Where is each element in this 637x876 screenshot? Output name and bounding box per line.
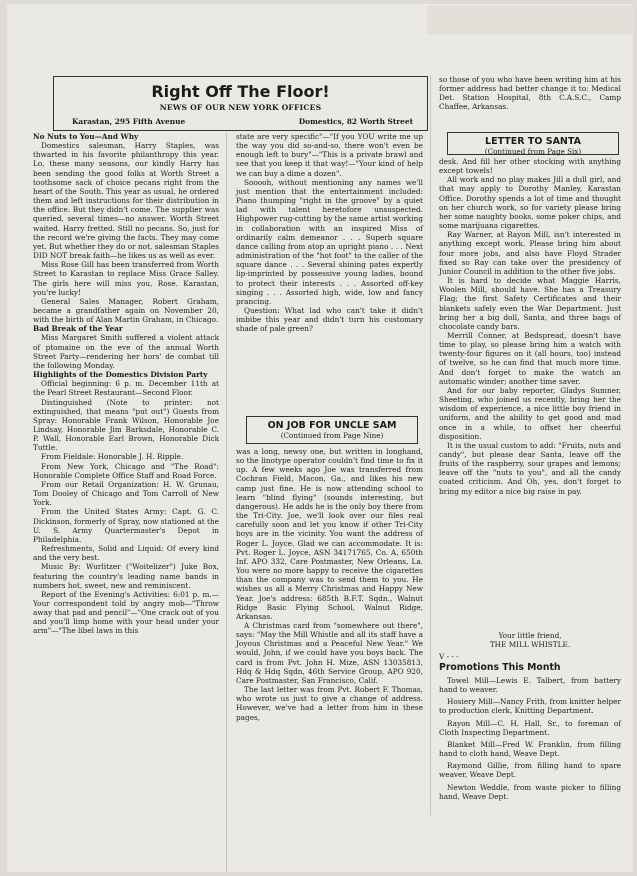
- paragraph: Refreshments, Solid and Liquid: Of every kind and the very best.: [33, 544, 219, 563]
- paragraph: Merrill Conner, at Bedspread, doesn't have time to play, so please bring him a watch with twenty-four figures on it (all hours, too) instead of twelve, so he can find that much more time. And don't forget to make the watch an automatic winder; another time saver.: [439, 330, 621, 386]
- paragraph: It is the usual custom to add: "Fruits, nuts and candy", but please dear Santa, leave off the fruits of the raspberry, sour grapes and lemons; leave off the "nuts to you", and all the candy coated criticism. And Oh, yes, don't forget to bring my editor a nice big raise in pay.: [439, 440, 621, 496]
- uncle-sam-headline: ON JOB FOR UNCLE SAM: [267, 420, 397, 431]
- paragraph: General Sales Manager, Robert Graham, became a grandfather again on November 20, with the birth of Alan Martin Graham, in Chicago.: [33, 296, 219, 325]
- continued-paragraph: state are very specific"—"If you YOU write me up the way you did so-and-so, there won't even be enough left to bury"—"This is a private brawl and see that you keep it that way!—"Your kind of help we can buy a dime a dozen".: [236, 132, 423, 178]
- paragraph: From Fieldale: Honorable J. H. Ripple.: [41, 452, 184, 462]
- promotions-list: [439, 676, 621, 804]
- paragraph: Question: What lad who can't take it didn't imbibe this year and didn't turn his customary shade of pale green?: [236, 305, 423, 334]
- promotions-headline: Promotions This Month: [439, 662, 561, 673]
- promotion-item: Raymond Gillie, from filling hand to spare weaver, Weave Dept.: [439, 761, 621, 780]
- paragraph: The last letter was from Pvt. Robert F. Thomas, who wrote us just to give a change of address. However, we've had a letter from him in these pages,: [236, 685, 423, 722]
- column-one: [33, 132, 219, 636]
- uncle-sam-headline-box: [246, 416, 418, 444]
- masthead-title: Right Off The Floor!: [151, 82, 330, 101]
- paragraph: All work and no play makes Jill a dull girl, and that may apply to Dorothy Manley, Karastan Office. Dorothy spends a lot of time and thought on her church work, so for variety please bring her some naughty books, some poker chips, and some marijuana cigarettes.: [439, 175, 621, 231]
- signoff-line-one: Your little friend,: [498, 631, 562, 640]
- paragraph: Distinguished (Note to printer: not extinguished, that means "put out") Guests from Spray: Honorable Frank Wilson, Honorable Joe Lindsay, Honorable Jim Barksdale, Honorable C. P. Wall, Honorable Earl Brown, Honorable Dick Tuttle.: [33, 397, 219, 453]
- masthead-subtitle: NEWS OF OUR NEW YORK OFFICES: [159, 103, 322, 112]
- column-two-bottom: [236, 447, 423, 722]
- separator-line: [439, 652, 621, 661]
- paragraph: From our Retail Organization: H. W. Grunau, Tom Dooley of Chicago and Tom Carroll of New York.: [33, 479, 219, 508]
- letter-to-santa-headline: LETTER TO SANTA: [485, 136, 581, 147]
- paragraph: Miss Margaret Smith suffered a violent attack of ptomaine on the eve of the annual Worth Street Party—rendering her hors' de combat till the following Monday.: [33, 333, 219, 370]
- masthead-right-location: Domestics, 82 Worth Street: [298, 117, 413, 126]
- paragraph: A Christmas card from "somewhere out there", says: "May the Mill Whistle and all its staff have a Joyous Christmas and a Peaceful New Year." We would, John, if we could have you boys back. The card is from Pvt. John H. Mize, ASN 13035813, Hdq & Hdq Sqdn, 46th Service Group, APO 920, Care Postmaster, San Francisco, Calif.: [236, 620, 423, 685]
- subheading: Bad Break of the Year: [33, 324, 123, 334]
- column-three-body: [439, 157, 621, 496]
- paragraph: Official beginning: 6 p. m. December 11th at the Pearl Street Restaurant—Second Floor.: [33, 379, 219, 398]
- column-two-top: [236, 132, 423, 333]
- column-three-top: [439, 75, 621, 112]
- column-gutter-left: [226, 132, 227, 872]
- paragraph: From the United States Army: Capt. G. C. Dickinson, formerly of Spray, now stationed at the U. S. Army Quartermaster's Depot in Philadelphia.: [33, 507, 219, 544]
- subheading: Highlights of the Domestics Division Party: [33, 370, 208, 380]
- signoff-block: [439, 631, 621, 649]
- continued-paragraph: was a long, newsy one, but written in longhand, so the linotype operator couldn't find time to fix it up. A few weeks ago Joe was transferred from Cochran Field, Macon, Ga., and likes his new camp just fine. He is now attending school to learn "blind flying" (sounds interesting, but dangerous). He adds he is the only boy there from the Tri-City. Joe, we'll look over our files real carefully soon and let you know if other Tri-City boys are in the vicinity. You want the address of Roger L. Joyce. Glad we can accommodate. It is: Pvt. Roger L. Joyce, ASN 34171765, Co. A, 650th Inf. APO 332, Care Postmaster, New Orleans, La. You were no more happy to receive the cigarettes than the company was to send them to you. He wishes us all a Merry Christmas and Happy New Year. Joe's address: 685th B.F.T. Sqdn., Walnut Ridge Basic Flying School, Walnut Ridge, Arkansas.: [236, 447, 423, 621]
- uncle-sam-continuation: (Continued from Page Nine): [280, 431, 384, 440]
- subheading: No Nuts to You—And Why: [33, 132, 139, 141]
- paragraph: And for our baby reporter, Gladys Sumner, Sheeting, who joined us recently, bring her the wisdom of experience, a nice little boy friend in uniform, and the ability to get good and mad once in a while, to offset her cheerful disposition.: [439, 385, 621, 441]
- paragraph: Music By: Wurlitzer ("Woitelizer") Juke Box, featuring the country's leading name bands in numbers hot, sweet, new and reminiscent.: [33, 562, 219, 590]
- paragraph: From New York, Chicago and "The Road": Honorable Complete Office Staff and Road Force.: [33, 461, 219, 480]
- paragraph: Miss Rose Gill has been transferred from Worth Street to Karastan to replace Miss Grace Salley. The girls here will miss you, Rose. Karastan, you're lucky!: [33, 260, 219, 297]
- column-three-lead: so those of you who have been writing him at his former address had better change it to: Medical Det. Station Hospital, 8th C.A.S.C., Camp Chaffee, Arkansas.: [439, 75, 621, 112]
- letter-to-santa-continuation: (Continued from Page Six): [484, 147, 582, 156]
- paragraph: Report of the Evening's Activities: 6:01 p. m.—Your correspondent told by angry mob—"Throw away that pad and pencil"—"One crack out of you and you'll limp home with your head under your arm"—"The libel laws in this: [33, 589, 219, 636]
- masthead-left-location: Karastan, 295 Fifth Avenue: [72, 117, 186, 126]
- newspaper-page: [7, 4, 633, 872]
- masthead-box: [53, 76, 428, 131]
- promotion-item: Newton Weddle, from waste picker to filling hand, Weave Dept.: [439, 782, 621, 801]
- paragraph: Ray Warner, at Rayon Mill, isn't interested in anything except work. Please bring him about four more jobs, and also have Floyd Strader fixed so Ray can take over the presidency of Junior Council in addition to the other five jobs.: [439, 230, 621, 276]
- paragraph: It is hard to decide what Maggie Harris, Woolen Mill, should have. She has a Treasury Flag; the first Safety Certificates and their blankets safely even the War Department. Just bring her a big doll, Santa, and three bags of chocolate candy bars.: [439, 276, 621, 331]
- paper-stain: [427, 6, 633, 34]
- continued-paragraph: desk. And fill her other stocking with anything except towels!: [439, 157, 621, 176]
- signoff-line-two: THE MILL WHISTLE.: [489, 640, 571, 650]
- promotion-item: Towel Mill—Lewis E. Talbert, from battery hand to weaver.: [439, 676, 621, 695]
- column-gutter-right: [430, 75, 431, 815]
- paragraph: Sooooh, without mentioning any names we'll just mention that the entertainment included: Piano thumping "right in the groove" by a quiet lad with talent heretofore unsuspected. Highpower rug-cutting by the same artist working in collaboration with an inspired Miss of ordinarily calm demeanor . . . Superb square dance calling from atop an upright piano . . . Next administration of the "hot foot" to the caller of the square dance . . . Several shining pates expertly lip-imprinted by possessive young ladies, bound to protect their interests . . . Assorted off-key singing . . . Assorted high, wide, low and fancy prancing.: [236, 177, 423, 306]
- promotion-item: Blanket Mill—Fred W. Franklin, from filling hand to cloth hand, Weave Dept.: [439, 739, 621, 759]
- letter-to-santa-headline-box: [447, 132, 619, 155]
- paragraph: Domestics salesman, Harry Staples, was thwarted in his favorite philanthropy this year. Lo, these many seasons, our kindly Harry has been sending the good folks at Worth Street a toothsome sack of choice pecans right from the heart of the South. This year as usual, he ordered them and left instructions for their distribution in the office. But they didn't come. The supplier was queried, several times—no answer. Worth Street waited. Harry fretted. Still no pecans. So, just for the record we're giving the facts. They may come yet. But whether they do or not, salesman Staples DID NOT break faith—he likes us as well as ever.: [33, 141, 219, 261]
- promotion-item: Rayon Mill—C. H. Hall, Sr., to foreman of Cloth Inspecting Department.: [439, 718, 621, 737]
- separator-text: V - - -: [439, 652, 459, 661]
- promotion-item: Hosiery Mill—Nancy Frith, from knitter helper to production clerk, Knitting Department.: [439, 697, 621, 716]
